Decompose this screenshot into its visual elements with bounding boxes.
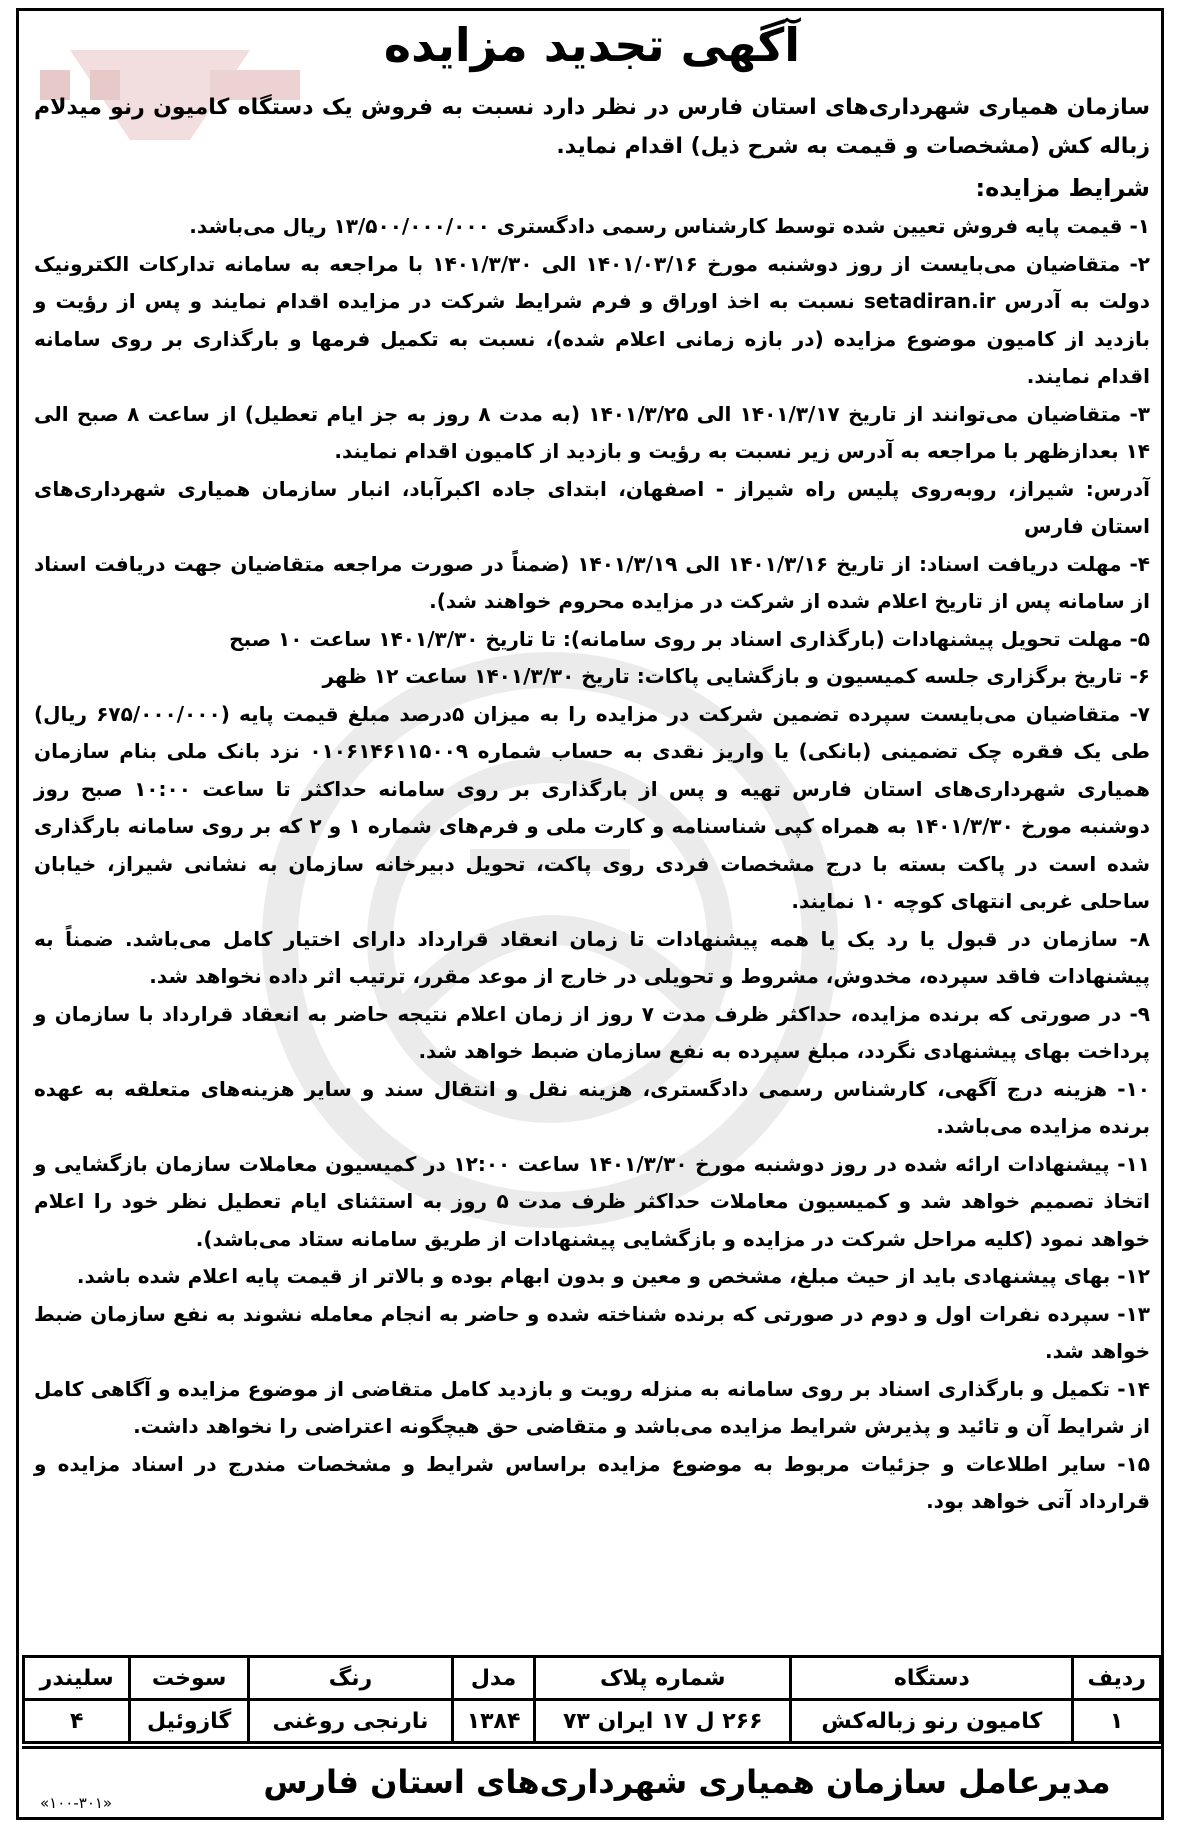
condition-item-10: ۱۰- هزینه درج آگهی، کارشناس رسمی دادگستری، هزینه نقل و انتقال سند و سایر هزینه‌های متعلقه به عهده برنده مزایده می‌باشد. <box>34 1076 1150 1138</box>
condition-item-12: ۱۲- بهای پیشنهادی باید از حیث مبلغ، مشخص و معین و بدون ابهام بوده و بالاتر از قیمت پایه اعلام شده باشد. <box>76 1264 1150 1288</box>
condition-item-11: ۱۱- پیشنهادات ارائه شده در روز دوشنبه مورخ ۱۴۰۱/۳/۳۰ ساعت ۱۲:۰۰ در کمیسیون معاملات سازمان بازگشایی و اتخاذ تصمیم خواهد شد و کمیسیون معاملات حداکثر ظرف مدت ۵ روز به استثنای ایام تعطیل نظر خود را اعلام خواهد نمود (کلیه مراحل شرکت در مزایده و بازگشایی پیشنهادات از طریق سامانه ستاد می‌باشد). <box>34 1151 1151 1251</box>
conditions-heading: شرایط مزایده: <box>975 174 1150 202</box>
condition-item-14: ۱۴- تکمیل و بارگذاری اسناد بر روی سامانه به منزله رویت و بازدید کامل متقاضی از موضوع مزایده و آگاهی کامل از شرایط آن و تائید و پذیرش شرایط مزایده می‌باشد و متقاضی حق هیچگونه اعتراضی را نخواهد داشت. <box>34 1376 1150 1438</box>
condition-item-9: ۹- در صورتی که برنده مزایده، حداکثر ظرف مدت ۷ روز از زمان اعلام نتیجه حاضر به انعقاد قرارداد با سازمان و پرداخت بهای پیشنهادی نگردد، مبلغ سپرده به نفع سازمان ضبط خواهد شد. <box>34 1001 1150 1063</box>
signature-line: مدیرعامل سازمان همیاری شهرداری‌های استان فارس <box>263 1763 1111 1801</box>
cell-color: نارنجی روغنی <box>248 1700 452 1743</box>
condition-item-6: ۶- تاریخ برگزاری جلسه کمیسیون و بازگشایی پاکات: تاریخ ۱۴۰۱/۳/۳۰ ساعت ۱۲ ظهر <box>322 664 1150 688</box>
address-line: آدرس: شیراز، روبه‌روی پلیس راه شیراز - اصفهان، ابتدای جاده اکبرآباد، انبار سازمان همیاری شهرداری‌های استان فارس <box>34 476 1150 538</box>
table-row <box>24 1700 1161 1743</box>
footer-divider <box>22 1746 1162 1749</box>
condition-item-13: ۱۳- سپرده نفرات اول و دوم در صورتی که برنده شناخته شده و حاضر به انجام معامله نشوند به نفع سازمان ضبط خواهد شد. <box>34 1301 1150 1363</box>
cell-cylinder: ۴ <box>24 1700 130 1743</box>
column-header-fuel: سوخت <box>130 1657 249 1700</box>
table-header-row <box>24 1657 1161 1700</box>
condition-item-5: ۵- مهلت تحویل پیشنهادات (بارگذاری اسناد بر روی سامانه): تا تاریخ ۱۴۰۱/۳/۳۰ ساعت ۱۰ صبح <box>229 626 1150 651</box>
condition-item-1: ۱- قیمت پایه فروش تعیین شده توسط کارشناس رسمی دادگستری ۱۳/۵۰۰/۰۰۰/۰۰۰ ریال می‌باشد. <box>189 214 1150 238</box>
condition-item-8: ۸- سازمان در قبول یا رد یک یا همه پیشنهادات تا زمان انعقاد قرارداد دارای اختیار کامل می‌باشد. ضمناً به پیشنهادات فاقد سپرده، مخدوش، مشروط و تحویلی در خارج از موعد مقرر، ترتیب اثر داده نخواهد شد. <box>34 926 1150 988</box>
intro-paragraph: سازمان همیاری شهرداری‌های استان فارس در نظر دارد نسبت به فروش یک دستگاه کامیون رنو میدلام زباله کش (مشخصات و قیمت به شرح ذیل) اقدام نماید. <box>34 95 1150 159</box>
vehicle-spec-table <box>22 1655 1162 1744</box>
column-header-cylinder: سلیندر <box>24 1657 130 1700</box>
notice-body <box>34 88 1150 1521</box>
column-header-color: رنگ <box>248 1657 452 1700</box>
cell-device: کامیون رنو زباله‌کش <box>791 1700 1073 1743</box>
publication-code: «۱۰۰-۳۰۱» <box>40 1794 113 1812</box>
condition-item-3: ۳- متقاضیان می‌توانند از تاریخ ۱۴۰۱/۳/۱۷ الی ۱۴۰۱/۳/۲۵ (به مدت ۸ روز به جز ایام تعطیل) از ساعت ۸ صبح الی ۱۴ بعدازظهر با مراجعه به آدرس زیر نسبت به رؤیت و بازدید از کامیون اقدام نمایند. <box>34 401 1151 463</box>
column-header-device: دستگاه <box>791 1657 1073 1700</box>
cell-row-number: ۱ <box>1073 1700 1161 1743</box>
column-header-plate: شماره پلاک <box>535 1657 791 1700</box>
column-header-model: مدل <box>453 1657 535 1700</box>
conditions-list <box>34 208 1150 1521</box>
condition-item-2: ۲- متقاضیان می‌بایست از روز دوشنبه مورخ ۱۴۰۱/۰۳/۱۶ الی ۱۴۰۱/۳/۳۰ با مراجعه به سامانه تدارکات الکترونیک دولت به آدرس setadiran.ir نسبت به اخذ اوراق و فرم شرایط شرکت در مزایده اقدام نمایند و پس از رؤیت و بازدید از کامیون موضوع مزایده (در بازه زمانی اعلام شده)، نسبت به تکمیل فرمها و بارگذاری بر روی سامانه اقدام نمایند. <box>34 251 1151 388</box>
cell-plate: ۲۶۶ ل ۱۷ ایران ۷۳ <box>535 1700 791 1743</box>
cell-model: ۱۳۸۴ <box>453 1700 535 1743</box>
condition-item-15: ۱۵- سایر اطلاعات و جزئیات مربوط به موضوع مزایده براساس شرایط و مشخصات مندرج در اسناد مزایده و قرارداد آتی خواهد بود. <box>34 1451 1150 1513</box>
column-header-row-number: ردیف <box>1073 1657 1161 1700</box>
condition-item-4: ۴- مهلت دریافت اسناد: از تاریخ ۱۴۰۱/۳/۱۶ الی ۱۴۰۱/۳/۱۹ (ضمناً در صورت مراجعه متقاضیان جهت دریافت اسناد از سامانه پس از تاریخ اعلام شده از شرکت در مزایده محروم خواهند شد). <box>34 551 1150 613</box>
cell-fuel: گازوئیل <box>130 1700 249 1743</box>
notice-title: آگهی تجدید مزایده <box>383 18 801 72</box>
condition-item-7: ۷- متقاضیان می‌بایست سپرده تضمین شرکت در مزایده را به میزان ۵درصد مبلغ قیمت پایه (۶۷۵/۰۰۰/۰۰۰ ریال) طی یک فقره چک تضمینی (بانکی) یا واریز نقدی به حساب شماره ۰۱۰۶۱۴۶۱۱۵۰۰۹ نزد بانک ملی بنام سازمان همیاری شهرداری‌های استان فارس تهیه و پس از بارگذاری بر روی سامانه حداکثر تا ساعت ۱۰:۰۰ صبح روز دوشنبه مورخ ۱۴۰۱/۳/۳۰ به همراه کپی شناسنامه و کارت ملی و فرم‌های شماره ۱ و ۲ که بر روی سامانه بارگذاری شده است در پاکت بسته با درج مشخصات فردی روی پاکت، تحویل دبیرخانه سازمان به نشانی شیراز، خیابان ساحلی غربی انتهای کوچه ۱۰ نمایند. <box>34 701 1150 913</box>
